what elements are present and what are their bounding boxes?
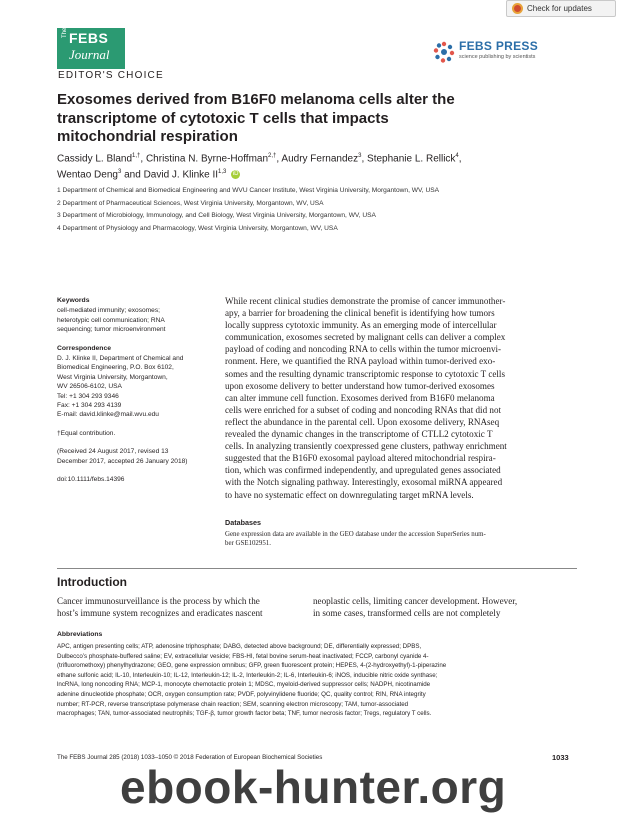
affiliation-line: 3 Department of Microbiology, Immunology, and Cell Biology, West Virginia University, Morgantown, WV, USA [57, 212, 376, 219]
logo-febs: FEBS [69, 30, 109, 46]
author-list: Cassidy L. Bland$^{1,\dagger}$, Christina N. Byrne-Hoffman$^{2,\dagger}$, Audry Fernandez$^3$, Stephanie L. Rellick$^4$, Wentao Deng$^3$ and David J. Klinke II$^{1,3}$ iD [57, 153, 462, 181]
correspondence-heading: Correspondence [57, 344, 112, 352]
editors-choice-label: EDITOR'S CHOICE [58, 70, 164, 81]
title-line: mitochondrial respiration [57, 128, 238, 145]
febs-press-tagline: science publishing by scientists [459, 54, 536, 60]
databases-heading: Databases [225, 518, 261, 527]
affiliations [57, 185, 587, 235]
author-affiliation-mark: 4 [455, 153, 459, 159]
abstract-line: communication, exosomes secreted by malignant cells can deliver a complex [225, 332, 506, 343]
keywords-block [57, 296, 217, 335]
page-footer: The FEBS Journal 285 (2018) 1033–1050 © 2018 Federation of European Biochemical Societies [57, 754, 323, 761]
introduction-line: in some cases, transformed cells are not completely [313, 607, 501, 618]
author-affiliation-mark: 2,† [268, 153, 277, 159]
correspondence-line: D. J. Klinke II, Department of Chemical and [57, 355, 184, 363]
check-for-updates-label: Check for updates [527, 4, 592, 13]
abstract-line: payload of coding and noncoding RNA to cells within the tumor microenvi- [225, 344, 502, 355]
author-affiliation-mark: 1,3 [218, 168, 227, 175]
abbreviations-line: number; RT-PCR, reverse transcriptase polymerase chain reaction; SEM, scanning electron microscopy; TAM, tumor-associated [57, 700, 409, 708]
author-affiliation-mark: 1,† [132, 153, 141, 159]
abbreviations-line: adenine dinucleotide phosphate; OCR, oxygen consumption rate; PVDF, polyvinylidene fluoride; QC, quality control; RIN, RNA integrity [57, 690, 426, 698]
abstract-line: ronment. Here, we quantified the RNA payload within tumor-derived exo- [225, 356, 496, 367]
febs-press-title: FEBS PRESS [459, 39, 539, 53]
correspondence-block [57, 344, 217, 420]
introduction-line: host’s immune system recognizes and eradicates nascent [57, 607, 263, 618]
abstract-line: tion, which was confirmed independently, and upregulated genes associated [225, 465, 501, 476]
received-line: December 2017, accepted 26 January 2018) [57, 457, 188, 465]
introduction-line: neoplastic cells, limiting cancer development. However, [313, 596, 518, 606]
abstract-line: suggested that the B16F0 exosomal payload altered mitochondrial respira- [225, 453, 496, 464]
doi-link[interactable]: doi:10.1111/febs.14396 [57, 476, 125, 484]
correspondence-line: Fax: +1 304 293 4139 [57, 402, 122, 410]
introduction-column-right [313, 596, 577, 620]
abstract-line: reflect the abundance in the parental cell. Upon exosome delivery, RNAseq [225, 416, 500, 427]
abstract-line: with the Notch signaling pathway. Interestingly, exosomal miRNA appeared [225, 477, 503, 488]
article-title [57, 91, 557, 147]
section-divider [57, 568, 577, 569]
databases-text [225, 530, 577, 548]
title-line: transcriptome of cytotoxic T cells that impacts [57, 109, 389, 127]
affiliation-line: 1 Department of Chemical and Biomedical Engineering and WVU Cancer Institute, West Virginia University, Morgantown, WV, USA [57, 187, 439, 194]
correspondence-line: West Virginia University, Morgantown, [57, 373, 168, 381]
author-name: Cassidy L. Bland [57, 153, 133, 165]
check-for-updates-button[interactable] [506, 0, 616, 17]
crossmark-icon [512, 3, 523, 14]
author-name: David J. Klinke II [143, 169, 219, 181]
databases-line: ber GSE102951. [225, 540, 271, 548]
logo-the: The [62, 27, 68, 38]
abstract-line: upon exosome delivery to better understand how tumor-derived exosomes [225, 380, 495, 391]
affiliation-line: 2 Department of Pharmaceutical Sciences, West Virginia University, Morgantown, WV, USA [57, 199, 324, 207]
received-line: (Received 24 August 2017, revised 13 [57, 448, 169, 456]
author-affiliation-mark: 3 [358, 153, 362, 159]
abstract-line: locally suppress cytotoxic immunity. As an emerging mode of intercellular [225, 320, 497, 331]
abbreviations-line: Dulbecco’s phosphate-buffered saline; EV, extracellular vesicle; FBS-HI, fetal bovine serum-heat inactivated; FCCP, carbonyl cyanide 4- [57, 652, 429, 660]
correspondence-line: Tel: +1 304 293 9346 [57, 392, 119, 400]
doi-block [57, 475, 217, 484]
abbreviations-text [57, 642, 579, 719]
correspondence-line: WV 26506-6102, USA [57, 383, 122, 391]
author-name: Audry Fernandez [281, 153, 359, 165]
author-name: Christina N. Byrne-Hoffman [145, 153, 269, 165]
correspondence-email[interactable]: E-mail: david.klinke@mail.wvu.edu [57, 411, 159, 419]
abstract-line: to have no systematic effect on downregulating target mRNA levels. [225, 489, 474, 500]
author-name: Stephanie L. Rellick [367, 153, 456, 165]
abbreviations-line: macrophages; TAN, tumor-associated neutrophils; TGF-β, tumor growth factor beta; TNF, tumor necrosis factor; Tregs, regulatory T cells. [57, 710, 432, 718]
received-dates [57, 447, 217, 466]
febs-journal-logo [57, 28, 125, 69]
keywords-line: cell-mediated immunity; exosomes; [57, 307, 160, 315]
abbreviations-line: APC, antigen presenting cells; ATP, adenosine triphosphate; DABG, detected above background; DE, differentially expressed; DPBS, [57, 643, 422, 650]
abbreviations-line: ethane sulfonic acid; IL-10, Interleukin-10; IL-12, Interleukin-12; IL-2, Interleukin-2; IL-6, Interleukin-6; iNOS, inducible nitric oxide synthase; [57, 671, 438, 679]
correspondence-line: Biomedical Engineering, P.O. Box 6102, [57, 364, 174, 372]
febs-press-logo [433, 37, 553, 67]
abstract-line: revealed the dynamic changes in the transcriptome of CTLL2 cytotoxic T [225, 429, 493, 440]
equal-contribution-text: †Equal contribution. [57, 429, 116, 437]
equal-contribution-note [57, 429, 217, 438]
abstract-line: somes and the resulting dynamic transcriptomic response to cytotoxic T cells [225, 368, 505, 379]
introduction-column-left [57, 596, 297, 620]
keywords-line: heterotypic cell communication; RNA [57, 316, 165, 324]
databases-line: Gene expression data are available in the GEO database under the accession SuperSeries num- [225, 531, 486, 538]
logo-journal: Journal [69, 47, 110, 62]
abbreviations-line: (trifluoromethoxy) phenylhydrazone; GEO, gene expression omnibus; GFP, green fluorescent protein; HEPES, 4-(2-hydroxyethyl)-1-piperazine [57, 662, 447, 670]
abstract-line: cells were enriched for a subset of coding and noncoding RNAs that did not [225, 404, 502, 415]
keywords-line: sequencing; tumor microenvironment [57, 326, 166, 334]
abstract-line: can alter immune cell function. Exosomes derived from B16F0 melanoma [225, 392, 495, 403]
febs-press-dots-icon [433, 41, 455, 63]
watermark: ebook-hunter.org [120, 761, 507, 813]
introduction-line: Cancer immunosurveillance is the process by which the [57, 596, 260, 606]
page-number: 1033 [552, 753, 569, 762]
affiliation-line: 4 Department of Physiology and Pharmacology, West Virginia University, Morgantown, WV, USA [57, 224, 338, 232]
article-sidebar [57, 296, 217, 494]
introduction-heading: Introduction [57, 575, 127, 589]
orcid-icon[interactable]: iD [232, 171, 239, 178]
abstract [225, 295, 577, 501]
abstract-line: While recent clinical studies demonstrate the promise of cancer immunother- [225, 296, 506, 306]
abstract-line: apy, a barrier for broadening the clinical benefit is identifying how tumors [225, 308, 495, 319]
abbreviations-line: lncRNA, long noncoding RNA; MCP-1, monocyte chemotactic protein 1; MDSC, myeloid-derived suppressor cells; NADPH, nicotinamide [57, 681, 431, 689]
abstract-line: cells. In analyzing transiently coexpressed gene clusters, pathway enrichment [225, 441, 507, 452]
author-name: Wentao Deng [57, 169, 118, 181]
abbreviations-heading: Abbreviations [57, 631, 103, 638]
author-affiliation-mark: 3 [117, 168, 122, 175]
title-line: Exosomes derived from B16F0 melanoma cells alter the [57, 91, 455, 108]
keywords-heading: Keywords [57, 297, 90, 304]
